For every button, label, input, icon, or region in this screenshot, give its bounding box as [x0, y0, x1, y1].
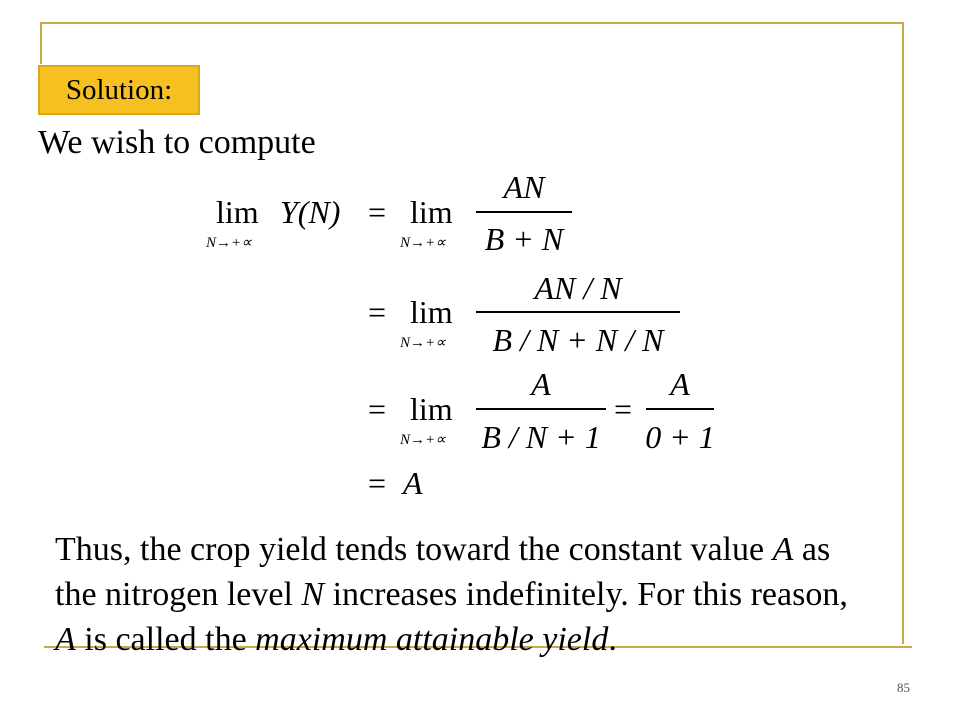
conclusion-run: A	[55, 621, 76, 658]
step1-denominator: B + N	[484, 221, 564, 257]
equals-sign-2: =	[368, 294, 387, 330]
lim-operator-4: lim	[410, 391, 453, 427]
lim-subscript-1: N→+∝	[206, 235, 252, 251]
equals-sign-1: =	[368, 194, 387, 230]
step3-numerator: A	[531, 366, 551, 402]
step3b-numerator: A	[670, 366, 690, 402]
conclusion-run: increases indefinitely. For this reason,	[324, 576, 848, 613]
conclusion-line-1	[55, 527, 925, 572]
conclusion-run: A	[772, 531, 794, 568]
conclusion-run: N	[301, 576, 325, 613]
equals-sign-5: =	[368, 465, 387, 501]
intro-text: We wish to compute	[38, 124, 316, 161]
lhs-function: Y(N)	[280, 194, 341, 230]
conclusion-run: as	[793, 531, 831, 568]
step1-numerator: AN	[503, 169, 545, 205]
lim-subscript-4: N→+∝	[400, 432, 446, 448]
conclusion-line-2	[55, 572, 925, 617]
step2-numerator: AN / N	[534, 270, 622, 306]
lim-subscript-3: N→+∝	[400, 335, 446, 351]
conclusion-run: maximum attainable yield	[255, 621, 609, 658]
solution-badge-label: Solution:	[65, 73, 173, 106]
equals-sign-3: =	[368, 391, 387, 427]
equals-sign-4: =	[614, 391, 633, 427]
conclusion-run: is called the	[75, 621, 256, 658]
page-number: 85	[897, 680, 910, 695]
step3-denominator: B / N + 1	[481, 419, 601, 455]
conclusion-paragraph	[55, 527, 925, 662]
lim-operator-2: lim	[410, 194, 453, 230]
final-result: A	[403, 465, 423, 501]
lim-operator-3: lim	[410, 294, 453, 330]
conclusion-run: Thus, the crop yield tends toward the constant value	[55, 531, 773, 568]
step2-denominator: B / N + N / N	[492, 322, 664, 358]
conclusion-run: .	[608, 621, 617, 658]
step3b-denominator: 0 + 1	[645, 419, 715, 455]
conclusion-run: the nitrogen level	[55, 576, 302, 613]
conclusion-line-3	[55, 617, 925, 662]
lim-subscript-2: N→+∝	[400, 235, 446, 251]
lim-operator-1: lim	[216, 194, 259, 230]
